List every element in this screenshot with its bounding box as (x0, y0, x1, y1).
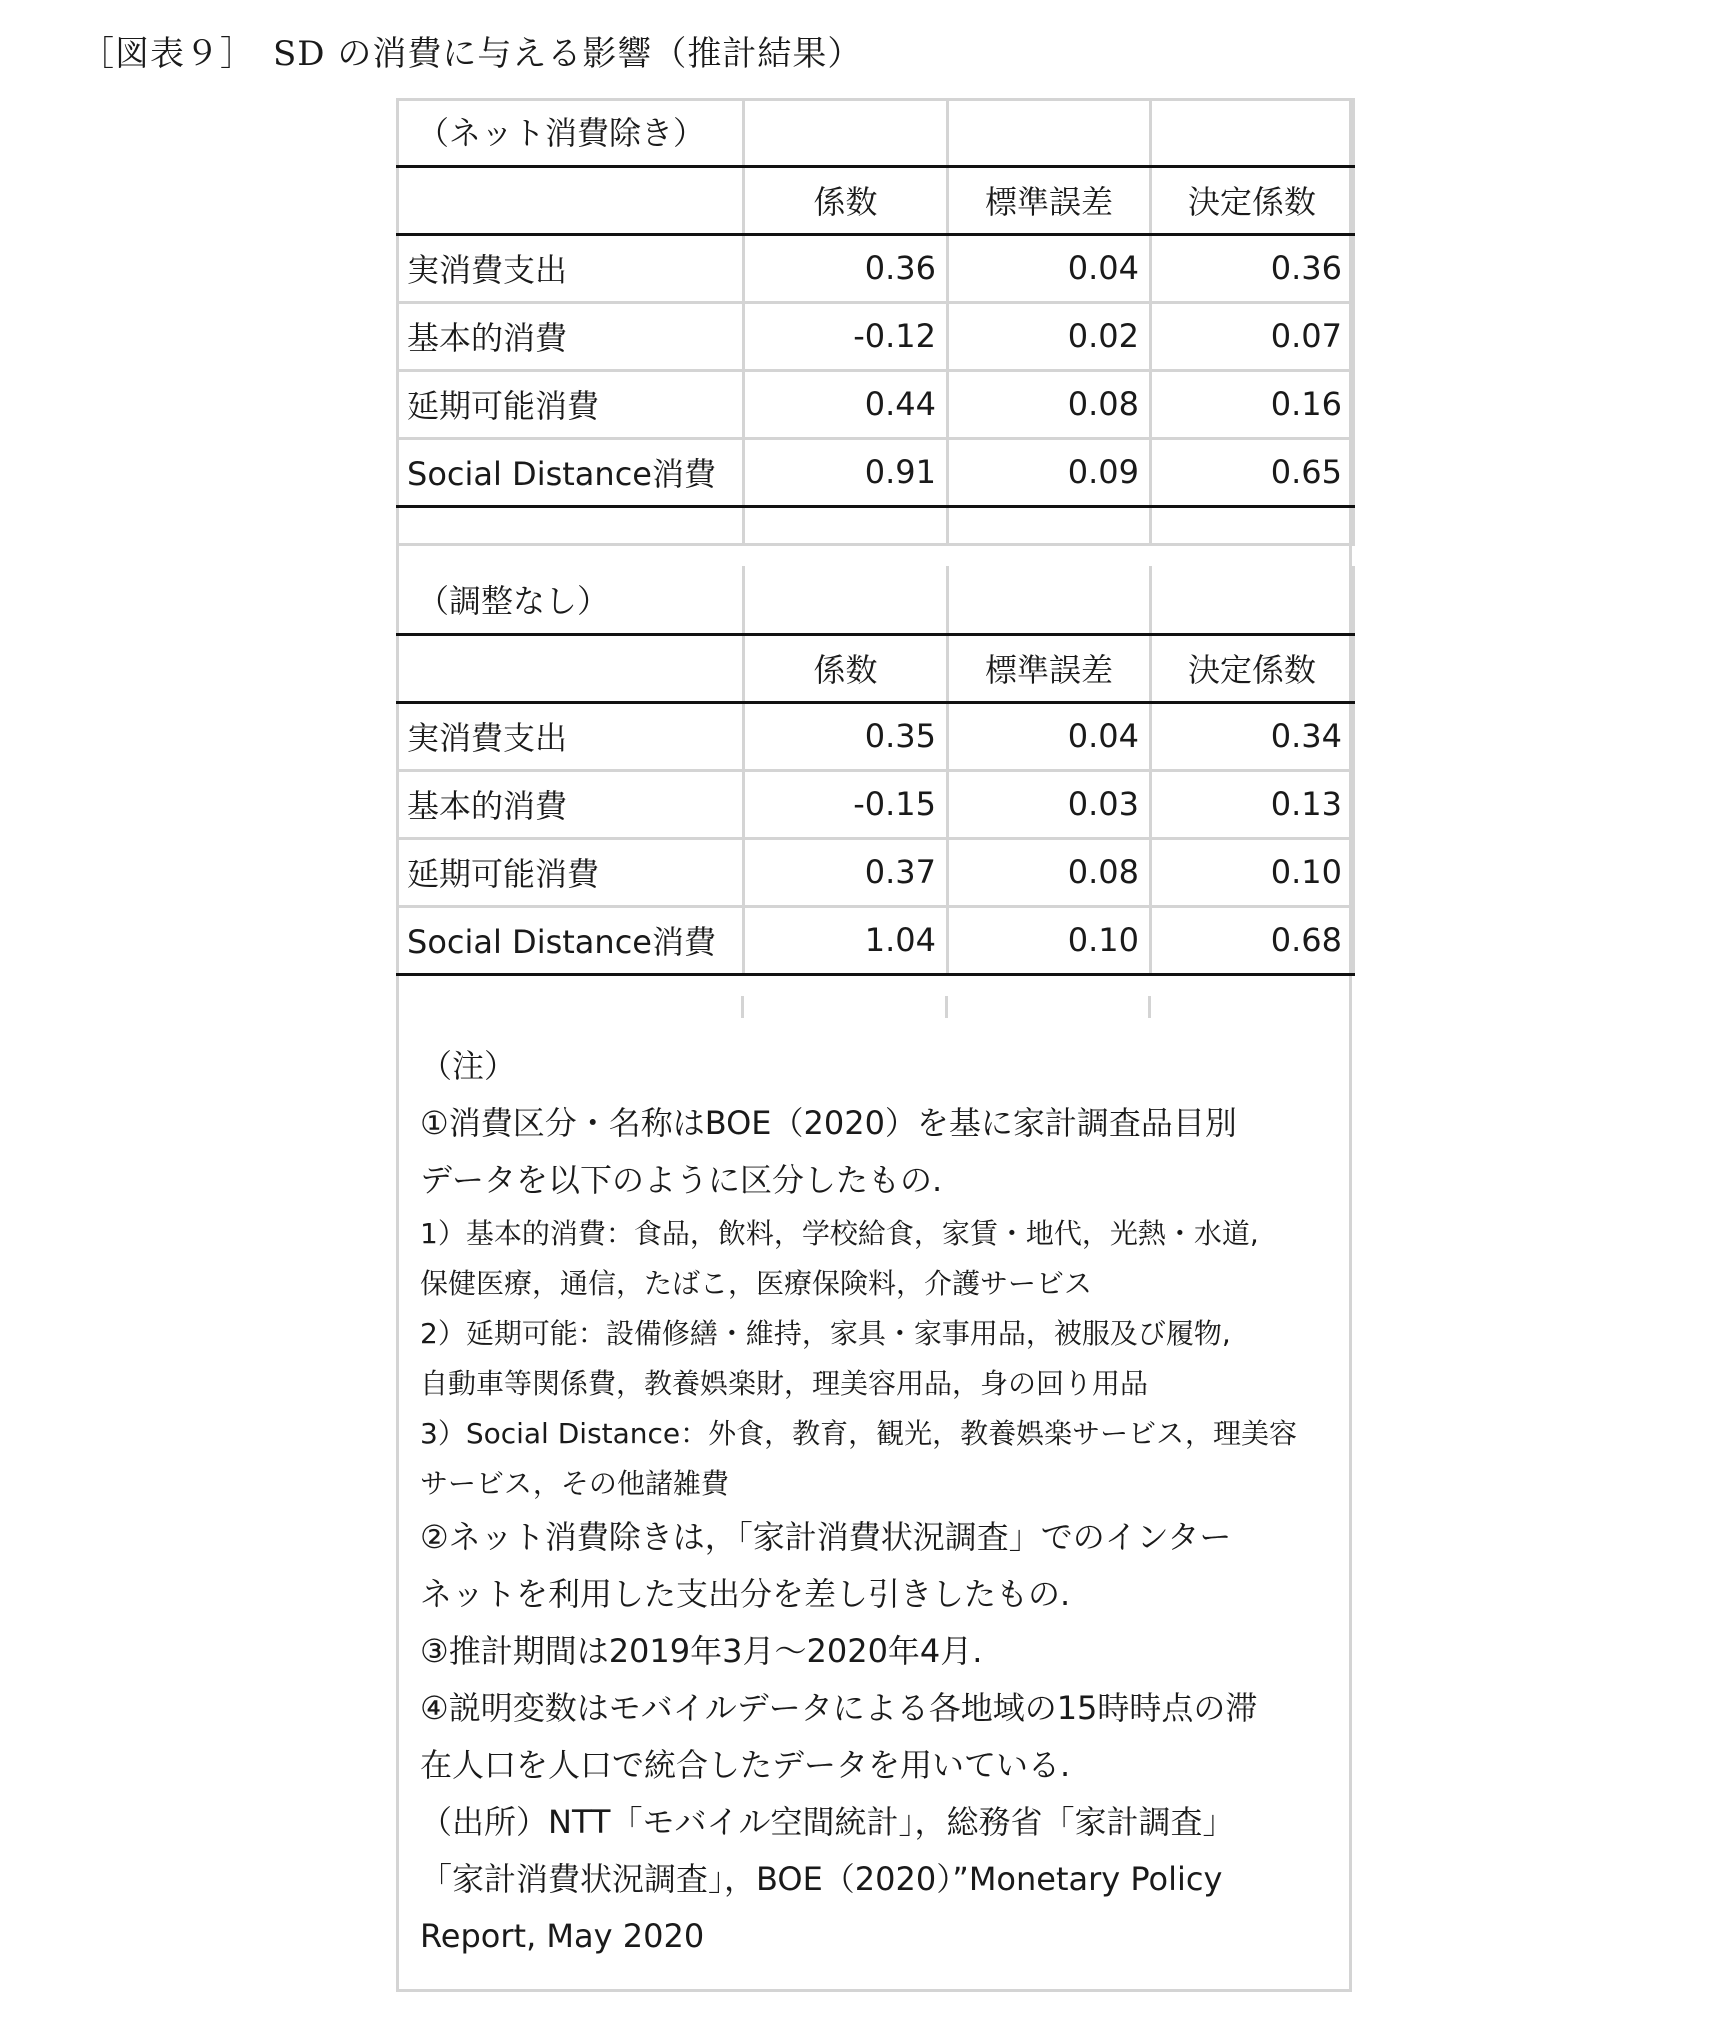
se-value: 0.10 (948, 906, 1151, 974)
note-line: 3）Social Distance：外食，教育，観光，教養娯楽サービス，理美容 (420, 1417, 1298, 1450)
header-row (398, 166, 1354, 234)
coef-value: 0.44 (744, 370, 948, 438)
note-line: 1）基本的消費：食品，飲料，学校給食，家賃・地代，光熱・水道, (420, 1217, 1259, 1250)
coef-value: 0.35 (744, 702, 948, 770)
header-r2: 決定係数 (1151, 634, 1354, 702)
table-row (398, 770, 1354, 838)
table-row (398, 702, 1354, 770)
table-row (398, 302, 1354, 370)
figure-title: ［図表９］ SD の消費に与える影響（推計結果） (80, 34, 863, 74)
source-line: （出所）NTT「モバイル空間統計」，総務省「家計調査」 (420, 1803, 1235, 1841)
se-value: 0.03 (948, 770, 1151, 838)
row-label: 延期可能消費 (398, 838, 744, 906)
header-r2: 決定係数 (1151, 166, 1354, 234)
se-value: 0.08 (948, 838, 1151, 906)
se-value: 0.04 (948, 702, 1151, 770)
r2-value: 0.65 (1151, 438, 1354, 506)
note-line: ②ネット消費除きは，「家計消費状況調査」でのインター (420, 1518, 1232, 1556)
coef-value: -0.12 (744, 302, 948, 370)
source-line: Report, May 2020 (420, 1917, 705, 1955)
source-line: 「家計消費状況調査」，BOE（2020）”Monetary Policy (420, 1860, 1223, 1898)
table-row (398, 838, 1354, 906)
r2-value: 0.34 (1151, 702, 1354, 770)
coef-value: 1.04 (744, 906, 948, 974)
note-line: ④説明変数はモバイルデータによる各地域の15時時点の滞 (420, 1689, 1258, 1727)
table-row (398, 906, 1354, 974)
column-divider (945, 996, 948, 1018)
section-label-row (398, 98, 1354, 166)
note-line: ①消費区分・名称はBOE（2020）を基に家計調査品目別 (420, 1104, 1237, 1142)
table-row (398, 438, 1354, 506)
r2-value: 0.68 (1151, 906, 1354, 974)
table-row (398, 234, 1354, 302)
section-label: （調整なし） (398, 566, 744, 634)
column-divider (741, 996, 744, 1018)
note-line: 2）延期可能：設備修繕・維持，家具・家事用品，被服及び履物, (420, 1317, 1231, 1350)
row-label: Social Distance消費 (398, 438, 744, 506)
row-label: 延期可能消費 (398, 370, 744, 438)
header-coef: 係数 (744, 634, 948, 702)
note-line: 在人口を人口で統合したデータを用いている. (420, 1746, 1071, 1784)
row-label: 実消費支出 (398, 702, 744, 770)
coef-value: 0.36 (744, 234, 948, 302)
note-line: 自動車等関係費，教養娯楽財，理美容用品，身の回り用品 (420, 1367, 1149, 1400)
r2-value: 0.07 (1151, 302, 1354, 370)
results-table-unadjusted (396, 566, 1355, 976)
header-coef: 係数 (744, 166, 948, 234)
row-label: 実消費支出 (398, 234, 744, 302)
spacer-row (398, 506, 1354, 544)
row-label: 基本的消費 (398, 302, 744, 370)
se-value: 0.08 (948, 370, 1151, 438)
notes-block (420, 1038, 1340, 1965)
r2-value: 0.13 (1151, 770, 1354, 838)
r2-value: 0.16 (1151, 370, 1354, 438)
results-table-net (396, 98, 1355, 546)
coef-value: 0.37 (744, 838, 948, 906)
section-label: （ネット消費除き） (398, 98, 744, 166)
r2-value: 0.36 (1151, 234, 1354, 302)
header-se: 標準誤差 (948, 634, 1151, 702)
header-se: 標準誤差 (948, 166, 1151, 234)
note-line: サービス，その他諸雑費 (420, 1467, 729, 1500)
r2-value: 0.10 (1151, 838, 1354, 906)
note-line: ネットを利用した支出分を差し引きしたもの. (420, 1575, 1071, 1613)
se-value: 0.02 (948, 302, 1151, 370)
coef-value: 0.91 (744, 438, 948, 506)
table-row (398, 370, 1354, 438)
coef-value: -0.15 (744, 770, 948, 838)
header-row (398, 634, 1354, 702)
note-line: ③推計期間は2019年3月～2020年4月. (420, 1632, 983, 1670)
se-value: 0.04 (948, 234, 1151, 302)
se-value: 0.09 (948, 438, 1151, 506)
note-line: 保健医療，通信，たばこ，医療保険料，介護サービス (420, 1267, 1093, 1300)
row-label: Social Distance消費 (398, 906, 744, 974)
column-divider (1148, 996, 1151, 1018)
row-label: 基本的消費 (398, 770, 744, 838)
section-label-row (398, 566, 1354, 634)
note-heading: （注） (420, 1047, 517, 1085)
note-line: データを以下のように区分したもの. (420, 1161, 943, 1199)
